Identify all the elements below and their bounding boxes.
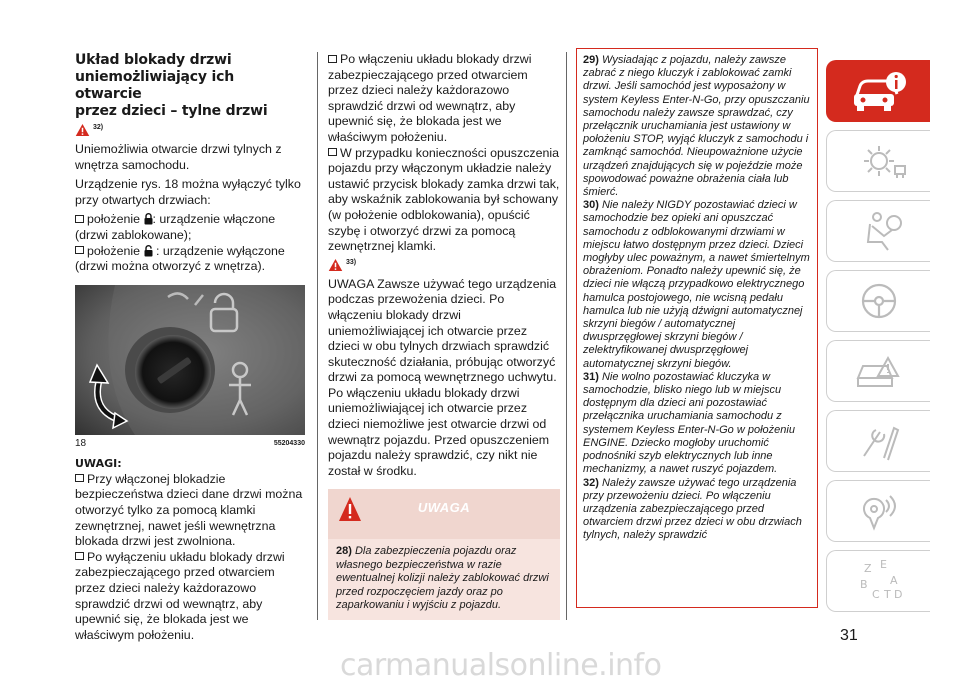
checkbox-bullet-icon [75, 246, 84, 254]
warning-ref-number: 32) [93, 124, 104, 131]
tab-tools[interactable] [826, 410, 930, 472]
warning-triangle-icon [75, 123, 90, 137]
svg-text:D: D [893, 588, 902, 601]
heading-line-2: uniemożliwiający ich otwarcie [75, 69, 234, 102]
tab-car-info[interactable] [826, 60, 930, 122]
checkbox-bullet-icon [75, 474, 84, 482]
tools-icon [850, 418, 908, 464]
dashboard-lights-icon [850, 138, 908, 184]
notes-title: UWAGI: [75, 456, 122, 470]
warning-reference [75, 123, 103, 137]
tab-dashboard-lights[interactable] [826, 130, 930, 192]
warning-note: 29) Wysiadając z pojazdu, należy zawsze zabrać z niego kluczyk i zablokować zamki drzwi. Jeśli samochód jest wyposażony w system Keyless Enter-N-Go, przy opuszczaniu samochodu należy zawsze sprawdzać, czy przełącznik uruchamiania jest ustawiony w położeniu STOP, wyjąć kluczyk z samochodu i zamknąć samochód. Nieupoważnione użycie urządzeń znajdujących się w pojeździe może spowodować poważne obrażenia ciała lub śmierć. [583, 54, 810, 199]
warning-box-header [328, 489, 560, 539]
figure-code: 55204330 [273, 439, 305, 447]
svg-text:T: T [883, 588, 891, 601]
warning-box [328, 489, 560, 620]
tab-navigation[interactable] [826, 480, 930, 542]
paragraph: UWAGA Zawsze używać tego urządzenia podczas przewożenia dzieci. Po włączeniu blokady drzwi uniemożliwiającej ich otwarcie przez dzieci w obu tylnych drzwiach sprawdzić skuteczność działania, próbując otworzyć drzwi za pomocą wewnętrznego uchwytu. Po włączeniu układu blokady drzwi uniemożliwiającej ich otwarcie przez dzieci niemożliwe jest otwarcie drzwi od wewnątrz pojazdu. Przed opuszczeniem pojazdu należy sprawdzić, czy nikt nie został w środku. [328, 276, 557, 478]
checkbox-bullet-icon [75, 552, 84, 560]
bullet-item: położenie : urządzenie wyłączone (drzwi można otworzyć z wnętrza). [75, 243, 285, 274]
lock-closed-icon [144, 213, 153, 225]
steering-wheel-icon [850, 278, 908, 324]
tab-steering-wheel[interactable] [826, 270, 930, 332]
lock-open-icon [144, 245, 153, 257]
seat-safety-icon [850, 208, 908, 254]
tab-seat-safety[interactable] [826, 200, 930, 262]
bullet-item: położenie : urządzenie włączone (drzwi zablokowane); [75, 212, 276, 242]
warning-note: 32) Należy zawsze używać tego urządzenia przy przewożeniu dzieci. Po włączeniu urządzenia zabezpieczającego przed otwarciem drzwi przez dzieci w obu drzwiach tylnych, należy sprawdzić [583, 476, 802, 542]
warning-box-body: 28) Dla zabezpieczenia pojazdu oraz własnego bezpieczeństwa w razie ewentualnej kolizji należy zablokować drzwi przed rozpoczęciem jazdy oraz po zaparkowaniu i wyjściu z pojazdu. [328, 539, 560, 620]
child-lock-illustration [75, 285, 305, 435]
heading-line-3: przez dzieci – tylne drzwi [75, 103, 268, 119]
checkbox-bullet-icon [328, 148, 337, 156]
checkbox-bullet-icon [328, 55, 337, 63]
figure-child-lock-photo [75, 285, 305, 435]
warning-ref-number: 33) [346, 258, 357, 266]
heading-line-1: Układ blokady drzwi [75, 52, 232, 68]
column-middle [328, 52, 560, 620]
watermark: carmanualsonline.info [340, 648, 662, 683]
column-divider [317, 52, 318, 620]
tab-index[interactable] [826, 550, 930, 612]
svg-text:Z: Z [863, 562, 872, 575]
section-heading [75, 52, 305, 120]
svg-text:E: E [879, 558, 887, 571]
index-letters-icon [850, 558, 908, 604]
warnings-notes-box [576, 48, 818, 608]
warning-note: 30) Nie należy NIGDY pozostawiać dzieci w samochodzie bez opieki ani opuszczać samochodu z odblokowanymi drzwiami w miejscu łatwo dostępnym przez dzieci. Dzieci mogłyby ulec poważnym, a nawet śmiertelnym obrażeniom. Ponadto należy upewnić się, że dzieci nie włączą przypadkowo elektrycznego hamulca postojowego, nie wcisną pedału hamulca lub nie użyją dźwigni automatycznej skrzyni biegów / automatycznej dwusprzęgłowej skrzyni biegów / zelektryfikowanej dwusprzęgłowej automatycznej skrzyni biegów. [583, 199, 810, 370]
warning-box-title: UWAGA [417, 500, 471, 516]
note-item: Przy włączonej blokadzie bezpieczeństwa dzieci dane drzwi można otworzyć tylko za pomocą klamki zewnętrznej, nawet jeśli wewnętrzna blokada drzwi jest zwolniona. [75, 471, 303, 549]
figure-caption [75, 438, 305, 449]
checkbox-bullet-icon [75, 215, 84, 223]
figure-number: 18 [75, 437, 87, 449]
warning-triangle-icon [328, 258, 343, 272]
warning-lights-icon [850, 348, 908, 394]
navigation-icon [850, 488, 908, 534]
note-item: Po wyłączeniu układu blokady drzwi zabezpieczającego przed otwarciem przez dzieci należy każdorazowo sprawdzić drzwi od wewnątrz, aby upewnić się, że blokada jest we właściwym położeniu. [75, 549, 285, 642]
note-item: Po włączeniu układu blokady drzwi zabezpieczającego przed otwarciem przez dzieci należy każdorazowo sprawdzić drzwi od wewnątrz, aby upewnić się, że blokada jest we właściwym położeniu. [328, 52, 532, 144]
page-number: 31 [840, 627, 858, 644]
tab-warning-lights[interactable] [826, 340, 930, 402]
paragraph: Uniemożliwia otwarcie drzwi tylnych z wnętrza samochodu. [75, 142, 282, 172]
chapter-tabs [826, 60, 930, 620]
car-info-icon [850, 68, 908, 114]
svg-text:B: B [859, 578, 868, 591]
warning-note: 31) Nie wolno pozostawiać kluczyka w samochodzie, blisko niego lub w miejscu dostępnym dla dzieci ani pozostawiać przełącznika uruchamiania samochodu z systemem Keyless Enter-N-Go w położeniu ENGINE. Dziecko mogłoby uruchomić podnośniki szyb elektrycznych lub inne mechanizmy, a nawet ruszyć pojazdem. [583, 370, 795, 476]
column-left [75, 52, 305, 647]
column-divider [566, 52, 567, 620]
svg-text:C: C [871, 588, 880, 601]
paragraph: Urządzenie rys. 18 można wyłączyć tylko przy otwartych drzwiach: [75, 177, 301, 207]
svg-text:A: A [889, 574, 898, 587]
note-item: W przypadku konieczności opuszczenia pojazdu przy włączonym układzie należy ustawić przycisk blokady zamka drzwi tak, aby wskaźnik zablokowania był schowany (w położenie odblokowania), opuścić szybę i otworzyć drzwi za pomocą zewnętrznej klamki. [328, 145, 560, 254]
warning-reference [328, 258, 356, 272]
